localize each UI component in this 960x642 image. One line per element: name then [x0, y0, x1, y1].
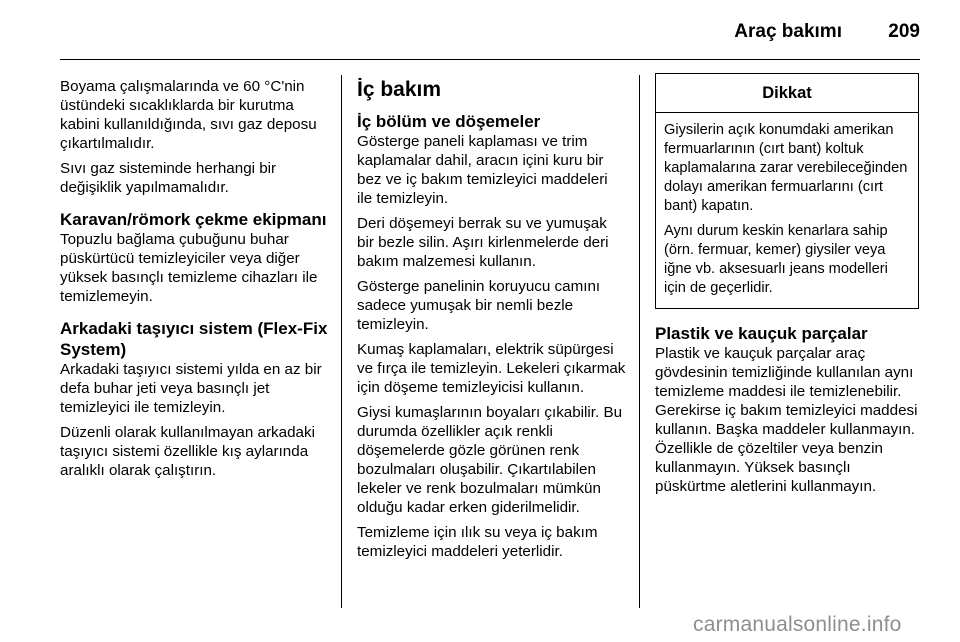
caution-box	[655, 73, 919, 309]
paragraph: Boyama çalışmalarında ve 60 °C'nin üstündeki sıcaklıklarda bir kurutma kabini kullanıldığında, sıvı gaz deposu çıkartılmalıdır.	[60, 78, 317, 152]
watermark: carmanualsonline.info	[693, 613, 902, 636]
caution-title: Dikkat	[656, 74, 918, 113]
section-heading-caravan: Karavan/römork çekme ekipmanı	[60, 210, 327, 229]
section-heading-plastic: Plastik ve kauçuk parçalar	[655, 324, 868, 343]
paragraph: Topuzlu bağlama çubuğunu buhar püskürtücü temizleyiciler veya diğer yüksek basınçlı temizleme cihazları ile temizlemeyin.	[60, 231, 318, 305]
caution-paragraph: Aynı durum keskin kenarlara sahip (örn. fermuar, kemer) giysiler veya iğne vb. aksesuarlı jeans modelleri için de geçerlidir.	[664, 223, 888, 296]
column-left	[60, 77, 328, 486]
paragraph: Gösterge paneli kaplaması ve trim kaplamalar dahil, aracın içini kuru bir bez ve iç bakım temizleyici maddeleri ile temizleyin.	[357, 133, 608, 207]
column-divider-left	[341, 75, 342, 608]
column-right	[655, 77, 923, 502]
section-heading-interior: İç bölüm ve döşemeler	[357, 112, 541, 131]
caution-body	[656, 113, 918, 308]
column-middle	[357, 77, 627, 567]
main-heading: İç bakım	[357, 78, 442, 101]
paragraph: Düzenli olarak kullanılmayan arkadaki taşıyıcı sistemi özellikle kış aylarında aralıklı olarak çalıştırın.	[60, 424, 315, 479]
caution-paragraph: Giysilerin açık konumdaki amerikan fermuarlarının (cırt bant) koltuk kaplamalarına zarar verebileceğinden dolayı amerikan fermuarlarını (cırt bant) kapatın.	[664, 122, 908, 214]
column-divider-right	[639, 75, 640, 608]
section-heading-rear-carrier: Arkadaki taşıyıcı sistem (Flex-Fix System)	[60, 319, 328, 359]
paragraph: Temizleme için ılık su veya iç bakım temizleyici maddeleri yeterlidir.	[357, 524, 598, 560]
paragraph: Gösterge panelinin koruyucu camını sadece yumuşak bir nemli bezle temizleyin.	[357, 278, 601, 333]
header-rule	[60, 59, 920, 60]
page-number: 209	[888, 21, 920, 42]
paragraph: Giysi kumaşlarının boyaları çıkabilir. Bu durumda özellikler açık renkli döşemelerde gözle görünen renk bozulmaları oluşabilir. Çıkartılabilen lekeler ve renk bozulmaları mümkün olduğu kadar erken giderilmelidir.	[357, 404, 623, 516]
paragraph: Sıvı gaz sisteminde herhangi bir değişiklik yapılmamalıdır.	[60, 160, 277, 196]
page-header	[0, 0, 960, 60]
paragraph: Kumaş kaplamaları, elektrik süpürgesi ve fırça ile temizleyin. Lekeleri çıkarmak için döşeme temizleyicisi kullanın.	[357, 341, 626, 396]
paragraph: Arkadaki taşıyıcı sistemi yılda en az bir defa buhar jeti veya basınçlı jet temizleyici ile temizleyin.	[60, 361, 322, 416]
paragraph: Plastik ve kauçuk parçalar araç gövdesinin temizliğinde kullanılan aynı temizleme maddesi ile temizlenebilir. Gerekirse iç bakım temizleyici maddesi kullanın. Başka maddeler kullanmayın. Özellikle de çözeltiler veya benzin kullanmayın. Yüksek basınçlı püskürtme aletlerini kullanmayın.	[655, 345, 918, 495]
paragraph: Deri döşemeyi berrak su ve yumuşak bir bezle silin. Aşırı kirlenmelerde deri bakım malzemesi kullanın.	[357, 215, 609, 270]
page-title: Araç bakımı	[734, 21, 842, 42]
